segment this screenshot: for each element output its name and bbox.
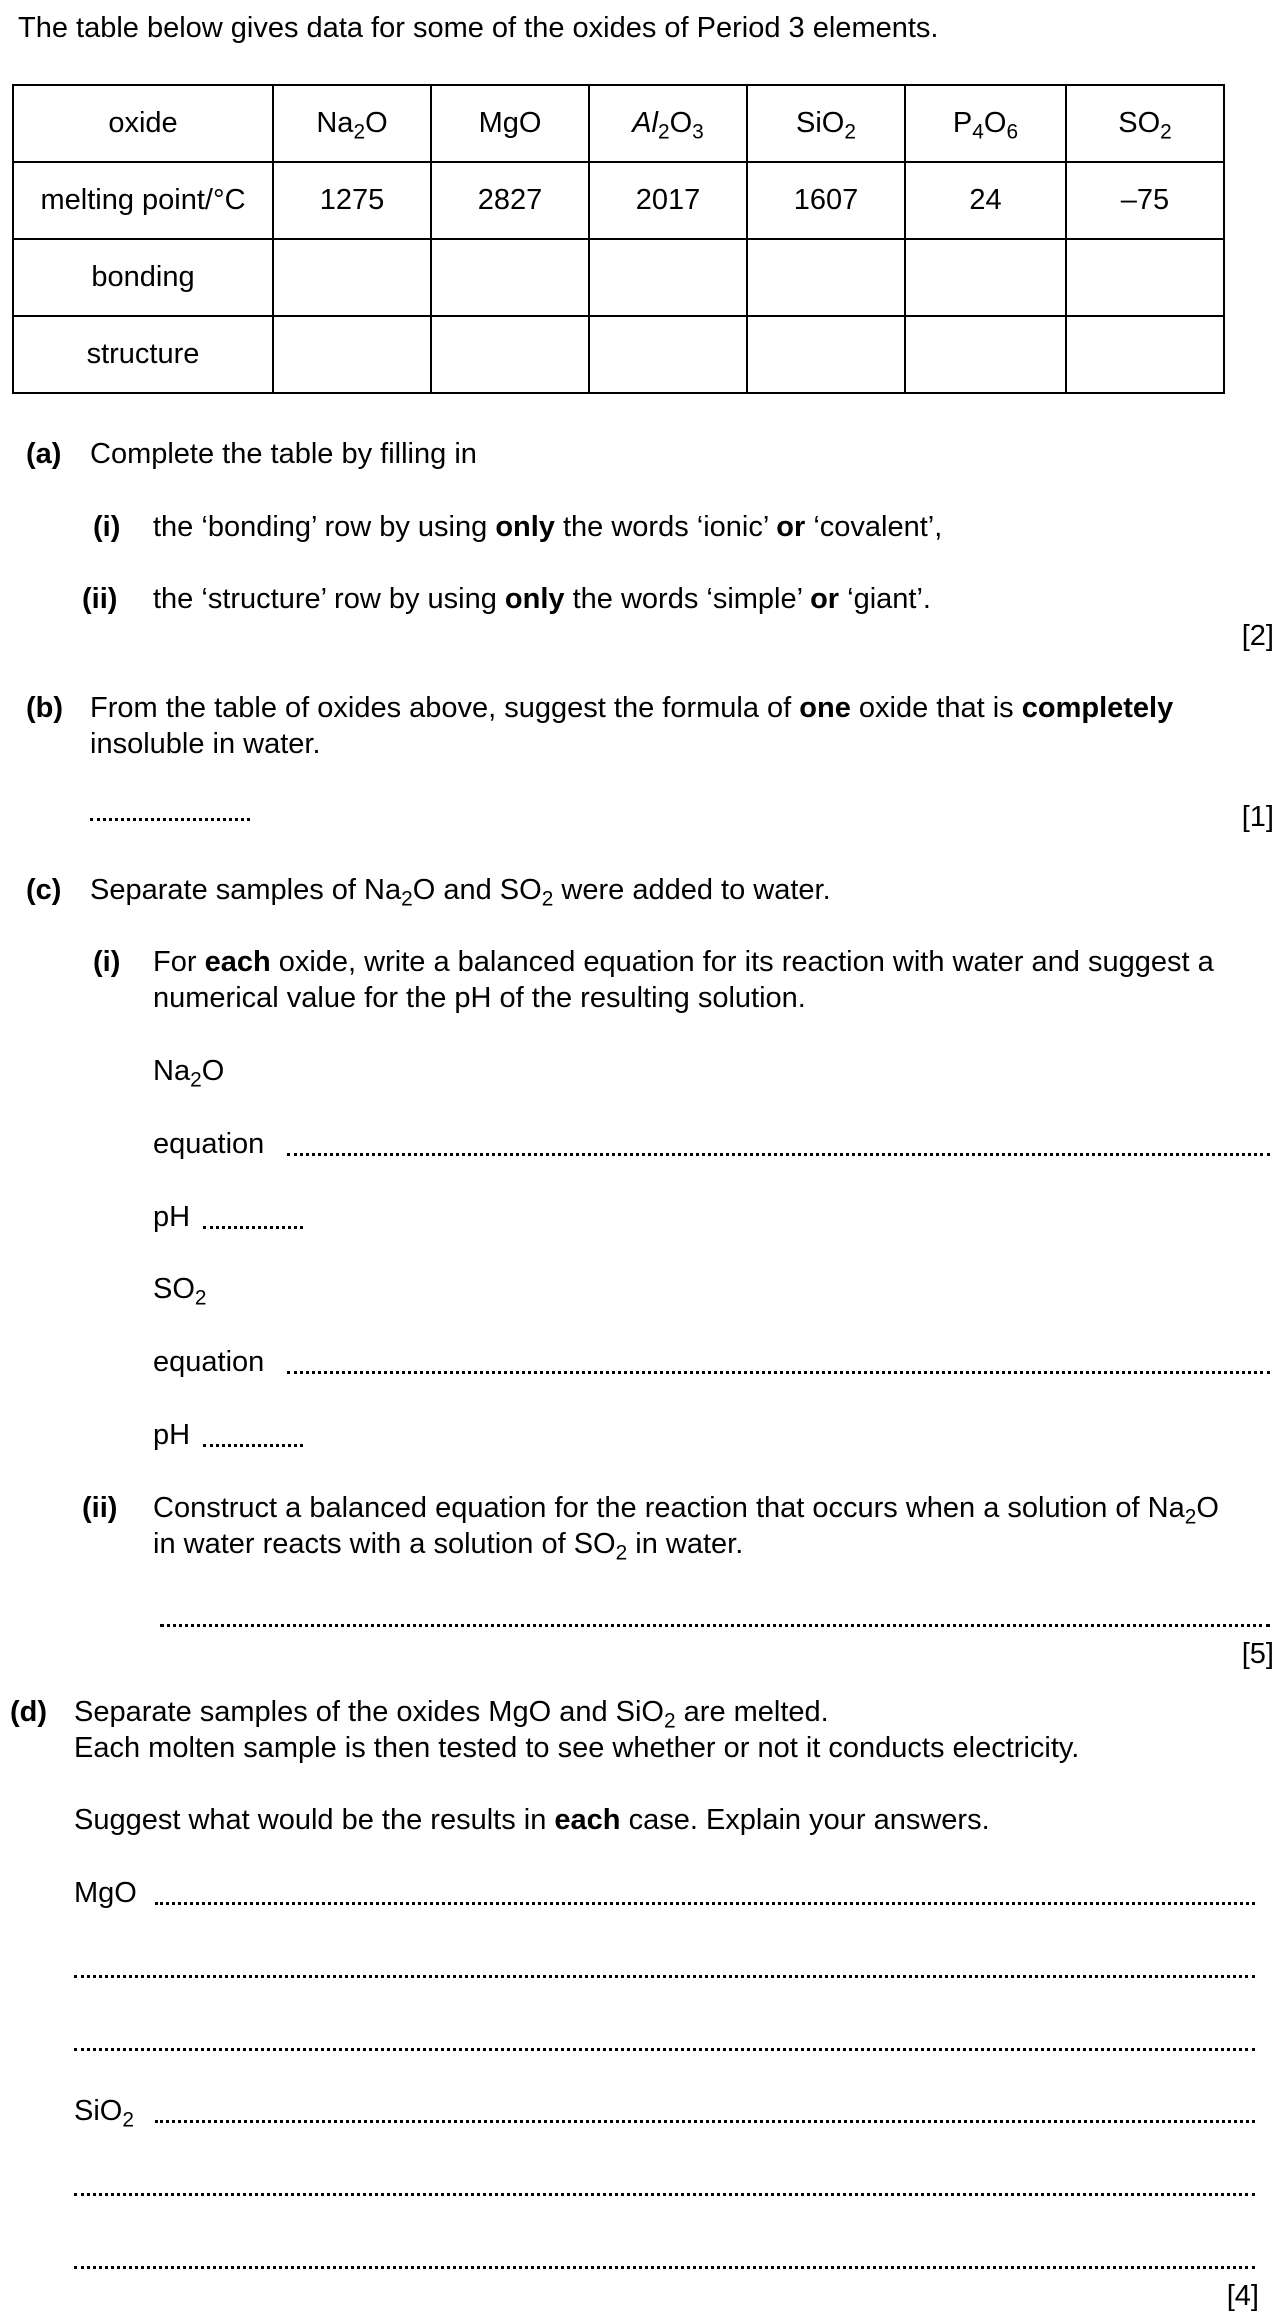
part-c-ii-label: (ii) <box>82 1492 118 1524</box>
mgo-answer-line-2[interactable] <box>74 1975 1255 1978</box>
part-c-i-line1: For each oxide, write a balanced equation for its reaction with water and suggest a <box>153 946 1214 978</box>
part-b-answer-line[interactable] <box>90 818 250 821</box>
table-row-bonding <box>13 239 1224 316</box>
sio2-answer-line-2[interactable] <box>74 2193 1255 2196</box>
structure-cell-mgo[interactable] <box>431 316 589 393</box>
row-label-structure: structure <box>13 316 273 393</box>
part-b-line2: insoluble in water. <box>90 728 321 760</box>
table-row-oxide <box>13 85 1224 162</box>
mp-mgo: 2827 <box>431 162 589 239</box>
row-label-oxide: oxide <box>13 85 273 162</box>
mgo-answer-line-3[interactable] <box>74 2048 1255 2051</box>
part-a-ii-text: the ‘structure’ row by using only the words ‘simple’ or ‘giant’. <box>153 583 931 615</box>
part-c-ii-line1: Construct a balanced equation for the reaction that occurs when a solution of $Na_2O$ <box>153 1492 1219 1529</box>
part-c-label: (c) <box>26 874 62 906</box>
mp-p4o6: 24 <box>905 162 1066 239</box>
row-label-bonding: bonding <box>13 239 273 316</box>
oxide-sio2: SiO$_2$ <box>747 85 905 162</box>
part-b-marks: [1] <box>1241 801 1274 833</box>
na2o-equation-line[interactable] <box>287 1153 1270 1156</box>
part-a-text: Complete the table by filling in <box>90 438 477 470</box>
part-a-marks: [2] <box>1241 620 1274 652</box>
part-c-i-label: (i) <box>93 946 121 978</box>
na2o-equation-label: equation <box>153 1128 265 1160</box>
structure-cell-p4o6[interactable] <box>905 316 1066 393</box>
part-a-label: (a) <box>26 438 62 470</box>
bonding-cell-so2[interactable] <box>1066 239 1224 316</box>
part-c-ii-answer-line[interactable] <box>160 1624 1270 1627</box>
part-d-label: (d) <box>10 1696 48 1728</box>
part-d-line3: Suggest what would be the results in each case. Explain your answers. <box>74 1804 990 1836</box>
sio2-answer-line-1[interactable] <box>155 2120 1255 2123</box>
table-row-structure <box>13 316 1224 393</box>
part-c-text: Separate samples of $Na_2O$ and $SO_2$ were added to water. <box>90 874 831 911</box>
mp-so2: –75 <box>1066 162 1224 239</box>
bonding-cell-p4o6[interactable] <box>905 239 1066 316</box>
oxide-na2o: $Na_2O$ <box>273 85 431 162</box>
part-a-i-label: (i) <box>93 511 121 543</box>
part-b-line1: From the table of oxides above, suggest the formula of one oxide that is completely <box>90 692 1174 724</box>
oxide-so2: $SO_2$ <box>1066 85 1224 162</box>
bonding-cell-mgo[interactable] <box>431 239 589 316</box>
so2-ph-label: pH <box>153 1419 191 1451</box>
part-d-line2: Each molten sample is then tested to see whether or not it conducts electricity. <box>74 1732 1080 1764</box>
na2o-ph-line[interactable] <box>203 1226 303 1229</box>
part-c-marks: [5] <box>1241 1638 1274 1670</box>
so2-ph-line[interactable] <box>203 1444 303 1447</box>
intro-text: The table below gives data for some of the oxides of Period 3 elements. <box>18 12 939 44</box>
part-c-i-line2: numerical value for the pH of the resulting solution. <box>153 982 806 1014</box>
part-c-ii-line2: in water reacts with a solution of $SO_2$ in water. <box>153 1528 744 1565</box>
mp-al2o3: 2017 <box>589 162 747 239</box>
table-row-melting-point <box>13 162 1224 239</box>
oxides-table <box>12 84 1225 394</box>
structure-cell-sio2[interactable] <box>747 316 905 393</box>
sio2-answer-label: SiO$_2$ <box>74 2095 134 2132</box>
row-label-melting-point: melting point/°C <box>13 162 273 239</box>
na2o-heading: $Na_2O$ <box>153 1055 225 1092</box>
bonding-cell-sio2[interactable] <box>747 239 905 316</box>
part-d-marks: [4] <box>1226 2280 1259 2312</box>
mp-na2o: 1275 <box>273 162 431 239</box>
oxide-mgo: MgO <box>431 85 589 162</box>
sio2-answer-line-3[interactable] <box>74 2266 1255 2269</box>
so2-equation-line[interactable] <box>287 1371 1270 1374</box>
structure-cell-al2o3[interactable] <box>589 316 747 393</box>
so2-heading: $SO_2$ <box>153 1273 207 1310</box>
part-a-ii-label: (ii) <box>82 583 118 615</box>
so2-equation-label: equation <box>153 1346 265 1378</box>
mgo-answer-label: MgO <box>74 1877 137 1909</box>
oxide-p4o6: $P_4O_6$ <box>905 85 1066 162</box>
part-a-i-text: the ‘bonding’ row by using only the words ‘ionic’ or ‘covalent’, <box>153 511 943 543</box>
na2o-ph-label: pH <box>153 1201 191 1233</box>
structure-cell-na2o[interactable] <box>273 316 431 393</box>
bonding-cell-na2o[interactable] <box>273 239 431 316</box>
oxide-al2o3: $Al_2O_3$ <box>589 85 747 162</box>
part-b-label: (b) <box>26 692 64 724</box>
part-d-line1: Separate samples of the oxides MgO and SiO$_2$ are melted. <box>74 1696 829 1733</box>
mgo-answer-line-1[interactable] <box>155 1902 1255 1905</box>
structure-cell-so2[interactable] <box>1066 316 1224 393</box>
mp-sio2: 1607 <box>747 162 905 239</box>
bonding-cell-al2o3[interactable] <box>589 239 747 316</box>
